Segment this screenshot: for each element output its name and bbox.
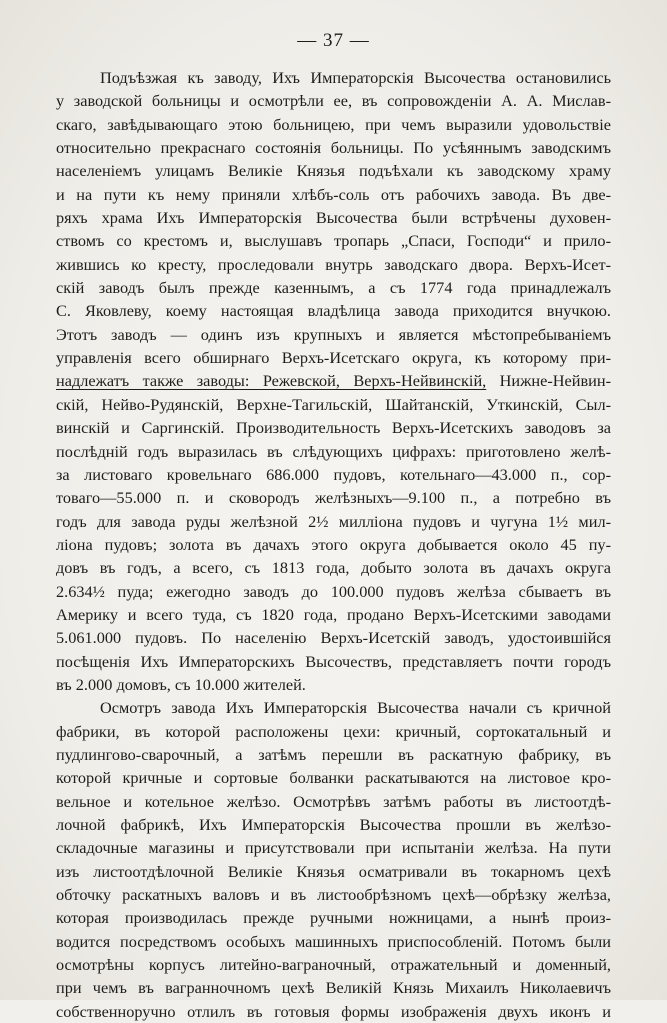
text-line: 5.061.000 пудовъ. По населенію Верхъ-Исетскій заводъ, удостоившійся	[56, 628, 611, 648]
text-line: скаго, завѣдывающаго этою больницею, при чемъ выразили удовольствіе	[56, 114, 611, 134]
text-line: ствомъ со крестомъ и, выслушавъ тропарь „Спаси, Господи“ и прило-	[56, 231, 611, 251]
text-line: складочные магазины и присутствовали при испытаніи желѣза. На пути	[56, 838, 611, 858]
text-line: которой кричные и сортовые болванки раскатываются на листовое кро-	[56, 768, 611, 788]
text-line: населеніемъ улицамъ Великіе Князья подъѣхали къ заводскому храму	[56, 161, 611, 181]
text-line: С. Яковлеву, коему настоящая владѣлица завода приходится внучкою.	[56, 301, 611, 321]
text-line: у заводской больницы и осмотрѣли ее, въ сопровожденіи А. А. Мислав-	[56, 91, 611, 111]
text-line: Америку и всего туда, съ 1820 года, продано Верхъ-Исетскими заводами	[56, 604, 611, 624]
body-text	[56, 66, 611, 1023]
text-line: лочной фабрикѣ, Ихъ Императорскія Высочества прошли въ желѣзо-	[56, 815, 611, 834]
text-line: Подъѣзжая къ заводу, Ихъ Императорскія Высочества остановились	[100, 68, 611, 87]
text-line: ряхъ храма Ихъ Императорскія Высочества были встрѣчены духовен-	[56, 208, 611, 228]
text-line: скій заводъ былъ прежде казеннымъ, а съ 1774 года принадлежалъ	[56, 278, 611, 298]
text-line: скій, Нейво-Рудянскій, Верхне-Тагильскій, Шайтанскій, Уткинскій, Сыл-	[56, 394, 611, 414]
text-line: довъ въ годъ, а всего, съ 1813 года, добыто золота въ дачахъ округа	[56, 558, 611, 578]
text-line: винскій и Саргинскій. Производительность Верхъ-Исетскихъ заводовъ за	[56, 418, 611, 438]
text-line: годъ для завода руды желѣзной 2½ милліона пудовъ и чугуна 1½ мил-	[56, 511, 611, 531]
text-line: осмотрѣны корпусъ литейно-ваграночный, отражательный и доменный,	[56, 955, 611, 975]
text-line: вельное и котельное желѣзо. Осмотрѣвъ затѣмъ работы въ листоотдѣ-	[56, 791, 611, 811]
text-line-underlined: надлежатъ также заводы: Режевской, Верхъ-Нейвинскій, Нижне-Нейвин-	[56, 371, 611, 391]
text-line: товаго—55.000 п. и сковородъ желѣзныхъ—9.100 п., а потребно въ	[56, 488, 611, 508]
text-line: жившись ко кресту, проследовали внутрь заводскаго двора. Верхъ-Исет-	[56, 254, 611, 274]
text-line: пудлингово-сварочный, а затѣмъ перешли въ раскатную фабрику, въ	[56, 744, 611, 764]
text-line: 2.634½ пуда; ежегодно заводъ до 100.000 пудовъ желѣза сбываетъ въ	[56, 581, 611, 601]
text-line: и на пути къ нему приняли хлѣбъ-соль отъ рабочихъ завода. Въ две-	[56, 184, 611, 204]
text-line: изъ листоотдѣлочной Великіе Князья осматривали въ токарномъ цехѣ	[56, 861, 611, 881]
text-line: водится посредствомъ особыхъ машинныхъ приспособленій. Потомъ были	[56, 931, 611, 951]
text-line: послѣдній годъ выразилась въ слѣдующихъ цифрахъ: приготовлено желѣ-	[56, 441, 611, 461]
page-number: — 37 —	[297, 30, 370, 51]
text-line: ліона пудовъ; золота въ дачахъ этого округа добывается около 45 пу-	[56, 534, 611, 554]
text-line: относительно прекраснаго состоянія больницы. По усѣяннымъ заводскимъ	[56, 138, 611, 158]
text-line: управленія всего обширнаго Верхъ-Исетскаго округа, къ которому при-	[56, 348, 611, 368]
text-line: посѣщенія Ихъ Императорскихъ Высочествъ, представляетъ почти городъ	[56, 651, 611, 671]
text-line: обточку раскатныхъ валовъ и въ листообрѣзномъ цехѣ—обрѣзку желѣза,	[56, 885, 611, 905]
text-line: при чемъ въ вагранночномъ цехѣ Великій Князь Михаилъ Николаевичъ	[56, 978, 611, 998]
text-line: за листоваго кровельнаго 686.000 пудовъ, котельнаго—43.000 п., сор-	[56, 464, 611, 484]
text-line: которая производилась прежде ручными ножницами, а нынѣ произ-	[56, 908, 611, 928]
text-line: Осмотръ завода Ихъ Императорскія Высочества начали съ кричной	[100, 698, 611, 718]
text-line: Этотъ заводъ — одинъ изъ крупныхъ и является мѣстопребываніемъ	[56, 324, 611, 344]
text-line: фабрики, въ которой расположены цехи: кричный, сортокатальный и	[56, 721, 611, 741]
underlined-fragment: надлежатъ также заводы: Режевской, Верхъ-Нейвинскій,	[56, 371, 487, 391]
text-line: въ 2.000 домовъ, съ 10.000 жителей.	[56, 674, 306, 694]
text-line: собственноручно отлилъ въ готовыя формы изображенія двухъ иконъ и	[56, 1001, 611, 1021]
